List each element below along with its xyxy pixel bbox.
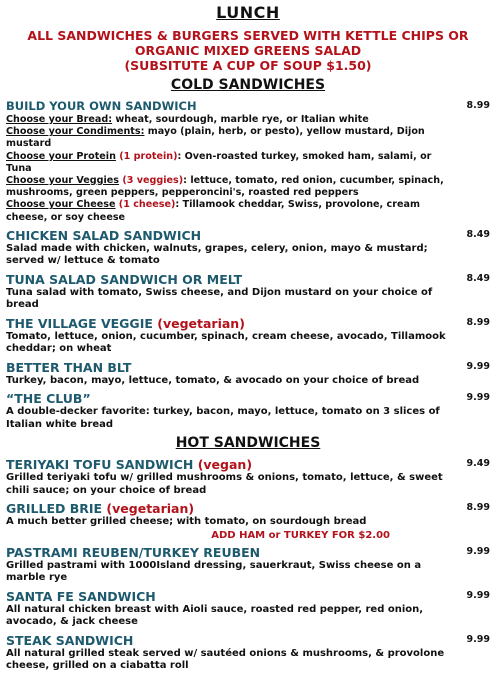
- item-price: 8.49: [466, 272, 490, 284]
- menu-item-teriyaki-tofu: [6, 457, 490, 497]
- item-description: Tomato, lettuce, onion, cucumber, spinach, cream cheese, avocado, Tillamook cheddar; on wheat: [6, 330, 446, 355]
- item-name: STEAK SANDWICH: [6, 632, 134, 648]
- item-price: 8.49: [466, 228, 490, 240]
- item-description: Tuna salad with tomato, Swiss cheese, and Dijon mustard on your choice of bread: [6, 286, 433, 311]
- cheese-option: Choose your Cheese (1 cheese): Tillamook cheddar, Swiss, provolone, cream cheese, or soy cheese: [6, 199, 420, 223]
- item-name: TERIYAKI TOFU SANDWICH (vegan): [6, 457, 253, 473]
- menu-item-build-your-own: [6, 99, 490, 224]
- item-price: 9.99: [466, 360, 490, 372]
- item-name: BUILD YOUR OWN SANDWICH: [6, 99, 197, 113]
- menu-item-the-club: [6, 391, 490, 431]
- veggies-option: Choose your Veggies (3 veggies): lettuce, tomato, red onion, cucumber, spinach, mushrooms, green peppers, pepperoncini's, roasted red peppers: [6, 175, 444, 199]
- menu-item-pastrami-reuben: [6, 545, 490, 585]
- protein-option: Choose your Protein (1 protein): Oven-roasted turkey, smoked ham, salami, or Tuna: [6, 150, 432, 174]
- item-name: CHICKEN SALAD SANDWICH: [6, 227, 202, 243]
- item-price: 8.99: [466, 100, 490, 111]
- item-name: THE VILLAGE VEGGIE (vegetarian): [6, 315, 245, 331]
- menu-page: [0, 3, 498, 672]
- item-description: Turkey, bacon, mayo, lettuce, tomato, & avocado on your choice of bread: [6, 374, 420, 386]
- menu-item-steak-sandwich: [6, 633, 490, 673]
- diet-tag: (vegetarian): [102, 501, 195, 517]
- menu-item-village-veggie: [6, 316, 490, 356]
- bread-option: Choose your Bread: wheat, sourdough, marble rye, or Italian white: [6, 114, 369, 125]
- item-description: Salad made with chicken, walnuts, grapes, celery, onion, mayo & mustard; served w/ lettuce & tomato: [6, 242, 428, 267]
- item-name: TUNA SALAD SANDWICH OR MELT: [6, 271, 243, 287]
- menu-item-grilled-brie: [6, 501, 490, 541]
- item-name: SANTA FE SANDWICH: [6, 588, 156, 604]
- condiments-option: Choose your Condiments: mayo (plain, herb, or pesto), yellow mustard, Dijon mustard: [6, 126, 425, 150]
- menu-title: LUNCH: [216, 3, 280, 22]
- sides-note-line-1: ALL SANDWICHES & BURGERS SERVED WITH KETTLE CHIPS OR: [27, 28, 469, 43]
- item-price: 8.99: [466, 502, 490, 514]
- item-price: 9.99: [466, 392, 490, 404]
- item-description: A double-decker favorite: turkey, bacon, mayo, lettuce, tomato on 3 slices of Italian white bread: [6, 406, 440, 430]
- item-description: All natural grilled steak served w/ sautéed onions & mushrooms, & provolone cheese, grilled on a ciabatta roll: [6, 647, 445, 672]
- item-price: 9.49: [466, 458, 490, 470]
- menu-item-chicken-salad: [6, 228, 490, 268]
- item-price: 8.99: [466, 316, 490, 328]
- item-price: 9.99: [466, 589, 490, 601]
- item-description: A much better grilled cheese; with tomato, on sourdough bread: [6, 516, 367, 528]
- item-price: 9.99: [466, 545, 490, 557]
- diet-tag: (vegetarian): [152, 315, 245, 331]
- cold-sandwiches-heading: COLD SANDWICHES: [170, 77, 326, 93]
- item-description: All natural chicken breast with Aioli sauce, roasted red pepper, red onion, avocado, & jack cheese: [6, 603, 424, 628]
- hot-sandwiches-heading: HOT SANDWICHES: [175, 435, 321, 452]
- sides-note-line-2: ORGANIC MIXED GREENS SALAD: [134, 43, 362, 58]
- diet-tag: (vegan): [193, 457, 253, 473]
- soup-substitute-note: (SUBSITUTE A CUP OF SOUP $1.50): [124, 58, 372, 73]
- menu-item-tuna-salad: [6, 272, 490, 312]
- item-name: GRILLED BRIE (vegetarian): [6, 501, 195, 517]
- menu-item-santa-fe: [6, 589, 490, 629]
- menu-item-better-than-blt: [6, 360, 490, 388]
- item-name: “THE CLUB”: [6, 391, 91, 407]
- item-name: PASTRAMI REUBEN/TURKEY REUBEN: [6, 544, 261, 560]
- item-name: BETTER THAN BLT: [6, 359, 132, 375]
- item-price: 9.99: [466, 633, 490, 645]
- item-description: Grilled teriyaki tofu w/ grilled mushrooms & onions, tomato, lettuce, & sweet chili sauce; on your choice of bread: [6, 472, 443, 496]
- add-on-note: ADD HAM or TURKEY FOR $2.00: [211, 529, 390, 541]
- item-description: Grilled pastrami with 1000Island dressing, sauerkraut, Swiss cheese on a marble rye: [6, 559, 422, 584]
